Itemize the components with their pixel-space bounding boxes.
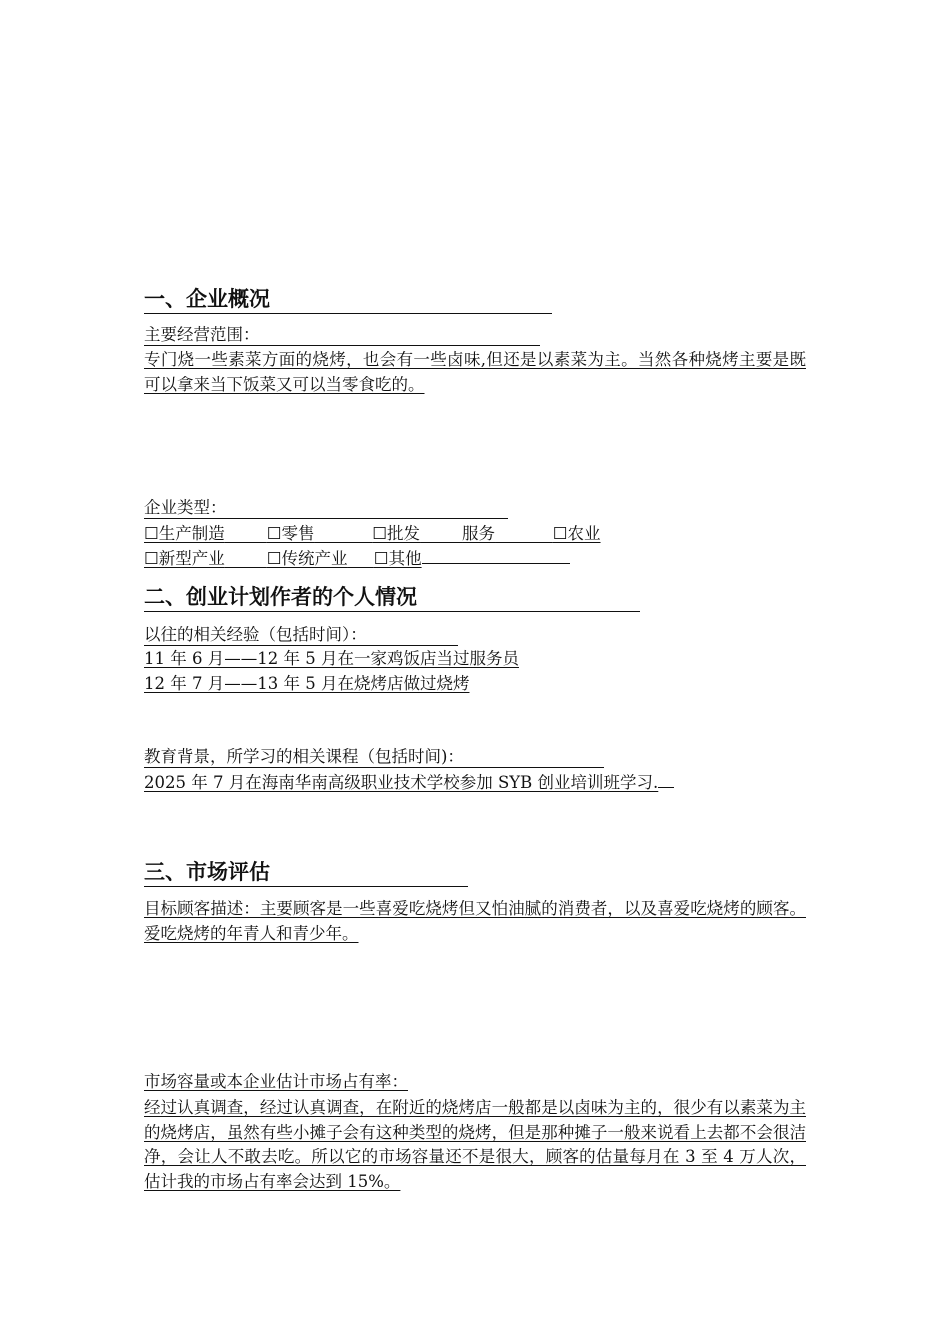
experience-line-2: 12 年 7 月——13 年 5 月在烧烤店做过烧烤: [144, 674, 470, 693]
section-heading-author-info: 二、创业计划作者的个人情况: [144, 584, 640, 612]
business-scope-text: [144, 348, 806, 397]
option-manufacturing[interactable]: ☐生产制造: [144, 524, 225, 543]
experience-line-1: 11 年 6 月——12 年 5 月在一家鸡饭店当过服务员: [144, 649, 519, 668]
business-scope-label: 主要经营范围：: [144, 325, 540, 346]
market-capacity-label: 市场容量或本企业估计市场占有率：: [144, 1072, 408, 1091]
section-heading-market-assessment: 三、市场评估: [144, 859, 468, 887]
option-traditional-industry[interactable]: ☐传统产业: [266, 549, 348, 568]
target-customer-content: 目标顾客描述：主要顾客是一些喜爱吃烧烤但又怕油腻的消费者，以及喜爱吃烧烤的顾客。爱吃烧烤的年青人和青少年。: [144, 899, 806, 943]
other-fill-line: [422, 549, 570, 564]
education-fill-line: [658, 773, 674, 788]
company-type-options-row1: [144, 523, 601, 545]
option-wholesale[interactable]: ☐批发: [372, 524, 421, 543]
company-type-label: 企业类型：: [144, 498, 508, 519]
education-text-row: [144, 772, 674, 794]
section-heading-company-overview: 一、企业概况: [144, 286, 552, 314]
option-retail[interactable]: ☐零售: [266, 524, 315, 543]
market-capacity-content: 经过认真调查，经过认真调查，在附近的烧烤店一般都是以卤味为主的，很少有以素菜为主的烧烤店，虽然有些小摊子会有这种类型的烧烤，但是那种摊子一般来说看上去都不会很洁净，会让人不敢去吃。所以它的市场容量还不是很大，顾客的估量每月在 3 至 4 万人次，估计我的市场占有率会达到 15%。: [144, 1098, 806, 1191]
option-emerging-industry[interactable]: ☐新型产业: [144, 549, 225, 568]
target-customer-text: [144, 897, 806, 946]
option-service[interactable]: 服务: [462, 524, 496, 543]
experience-label: 以往的相关经验（包括时间）：: [144, 625, 458, 646]
option-other[interactable]: ☐其他: [373, 549, 422, 568]
option-agriculture[interactable]: ☐农业: [552, 524, 601, 543]
company-type-options-row2: [144, 548, 570, 570]
market-capacity-text: [144, 1096, 806, 1194]
education-text: 2025 年 7 月在海南华南高级职业技术学校参加 SYB 创业培训班学习.: [144, 773, 659, 792]
education-label: 教育背景，所学习的相关课程（包括时间)：: [144, 747, 604, 768]
business-scope-text-content: 专门烧一些素菜方面的烧烤，也会有一些卤味,但还是以素菜为主。当然各种烧烤主要是既可以拿来当下饭菜又可以当零食吃的。: [144, 350, 806, 394]
